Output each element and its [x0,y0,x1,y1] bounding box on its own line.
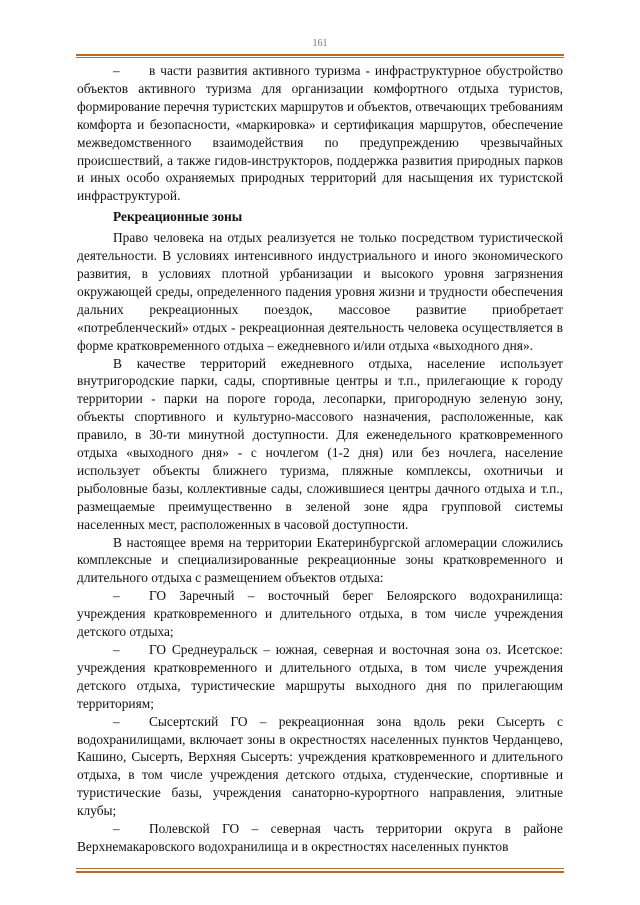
list-item [77,641,563,713]
page-body [77,62,563,856]
dash-marker: – [113,588,120,604]
paragraph-text: ГО Среднеуральск – южная, северная и восточная зона оз. Исетское: учреждения кратковременного и длительного отдыха, в том числе учреждения детского отдыха, туристические маршруты выходного дня по прилегающим территориям; [77,642,563,711]
paragraph: В настоящее время на территории Екатеринбургской агломерации сложились комплексные и специализированные рекреационные зоны кратковременного и длительного отдыха с размещением объектов отдыха: [77,534,563,586]
paragraph: Право человека на отдых реализуется не только посредством туристической деятельности. В условиях интенсивного индустриального и иного экономического развития, в условиях плотной урбанизации и высокого уровня загрязнения окружающей среды, определенного падения уровня жизни и трудности обеспечения дальних рекреационных поездок, массовое развитие приобретает «потребленческий» отдых - рекреационная деятельность человека осуществляется в форме кратковременного отдыха – ежедневного и/или отдыха «выходного дня». [77,230,563,353]
paragraph: В качестве территорий ежедневного отдыха, население использует внутригородские парки, сады, спортивные центры и т.п., прилегающие к городу территории - парки на пороге города, лесопарки, пригородную зеленую зону, объекты спортивного и культурно-массового назначения, расположенные, как правило, в 30-ти минутной доступности. Для еженедельного кратковременного отдыха «выходного дня» - с ночлегом (1-2 дня) или без ночлега, население использует объекты ближнего туризма, пляжные комплексы, охотничьи и рыболовные базы, коллективные сады, сложившиеся центры дачного отдыха и т.п., размещаемые преимущественно в зеленой зоне ядра групповой системы населенных мест, расположенных в часовой доступности. [77,355,563,532]
list-item [77,62,563,205]
paragraph-text: в части развития активного туризма - инфраструктурное обустройство объектов активного туризма для организации комфортного отдыха туристов, формирование перечня туристских маршрутов и объектов, отвечающих требованиям комфорта и безопасности, «маркировка» и сертификация маршрутов, обеспечение межведомственного взаимодействия по предупреждению чрезвычайных происшествий, а также гидов-инструкторов, поддержка развития природных парков и иных особо охраняемых природных территорий для насыщения их туристской инфраструктурой. [77,63,563,204]
section-heading: Рекреационные зоны [113,209,243,225]
header-rule [76,54,564,58]
dash-marker: – [113,642,120,657]
list-item [77,820,563,856]
footer-rule [76,868,564,873]
dash-marker: – [113,821,120,837]
dash-marker: – [113,713,120,729]
paragraph-text: Сысертский ГО – рекреационная зона вдоль реки Сысерть с водохранилищами, включает зоны в окрестностях населенных пунктов Черданцево, Кашино, Сысерть, Верхняя Сысерть: учреждения кратковременного и длительного отдыха, в том числе учреждения детского отдыха, студенческие, спортивные и туристические базы, учреждения санаторно-курортного направления, элитные клубы; [77,713,563,819]
page-number: 161 [312,38,328,49]
paragraph-text: Полевской ГО – северная часть территории округа в районе Верхнемакаровского водохранилища и в окрестностях населенных пунктов [77,821,563,854]
paragraph-text: ГО Заречный – восточный берег Белоярского водохранилища: учреждения кратковременного и длительного отдыха, в том числе учреждения детского отдыха; [77,588,563,640]
dash-marker: – [113,63,120,78]
list-item [77,587,563,641]
list-item [77,713,563,820]
